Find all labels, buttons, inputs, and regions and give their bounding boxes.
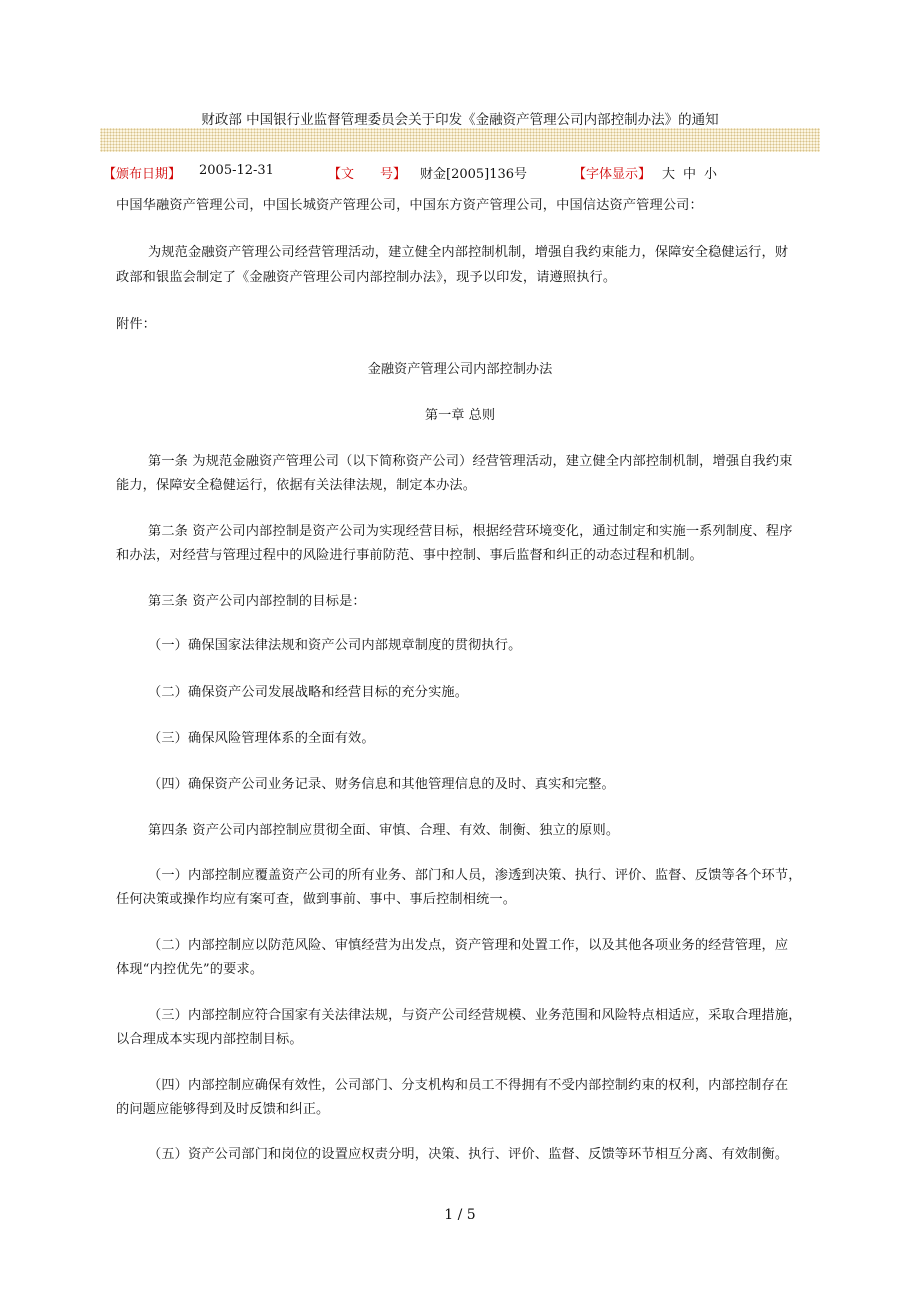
article-3-item-4: （四）确保资产公司业务记录、财务信息和其他管理信息的及时、真实和完整。 (148, 777, 615, 792)
article-3-item-3: （三）确保风险管理体系的全面有效。 (148, 731, 375, 746)
article-4-item-2-line-2: 体现“内控优先”的要求。 (116, 962, 264, 977)
font-size-small-link[interactable]: 小 (704, 167, 718, 182)
chapter-heading: 第一章 总则 (424, 408, 496, 423)
article-4-item-2-line-1: （二）内部控制应以防范风险、审慎经营为出发点，资产管理和处置工作，以及其他各项业务的经营管理，应 (148, 938, 789, 953)
article-3-item-2: （二）确保资产公司发展战略和经营目标的充分实施。 (148, 685, 469, 700)
addressee: 中国华融资产管理公司，中国长城资产管理公司，中国东方资产管理公司，中国信达资产管理公司： (116, 198, 703, 213)
article-2-line-1: 第二条 资产公司内部控制是资产公司为实现经营目标，根据经营环境变化，通过制定和实施一系列制度、程序 (148, 524, 793, 539)
article-4-item-1-line-1: （一）内部控制应覆盖资产公司的所有业务、部门和人员，渗透到决策、执行、评价、监督、反馈等各个环节， (148, 868, 802, 883)
issue-date-label: 【颁布日期】 (103, 167, 182, 182)
doc-number-label: 【文 号】 (328, 167, 407, 182)
issue-date-value: 2005-12-31 (199, 163, 274, 178)
intro-paragraph-line-2: 政部和银监会制定了《金融资产管理公司内部控制办法》，现予以印发，请遵照执行。 (116, 270, 617, 285)
article-1-line-2: 能力，保障安全稳健运行，依据有关法律法规，制定本办法。 (116, 478, 477, 493)
document-meta-row (0, 163, 920, 183)
article-4-item-3-line-2: 以合理成本实现内部控制目标。 (116, 1032, 303, 1047)
article-1-line-1: 第一条 为规范金融资产管理公司（以下简称资产公司）经营管理活动，建立健全内部控制机制，增强自我约束 (148, 454, 793, 469)
font-size-medium-link[interactable]: 中 (683, 167, 697, 182)
font-size-large-link[interactable]: 大 (662, 167, 676, 182)
article-4-item-5: （五）资产公司部门和岗位的设置应权责分明，决策、执行、评价、监督、反馈等环节相互分离、有效制衡。 (148, 1147, 789, 1162)
article-3-item-1: （一）确保国家法律法规和资产公司内部规章制度的贯彻执行。 (148, 638, 522, 653)
article-4-item-3-line-1: （三）内部控制应符合国家有关法律法规，与资产公司经营规模、业务范围和风险特点相适应，采取合理措施， (148, 1008, 802, 1023)
attachment-label: 附件： (116, 317, 157, 332)
article-4-item-4-line-1: （四）内部控制应确保有效性，公司部门、分支机构和员工不得拥有不受内部控制约束的权利，内部控制存在 (148, 1078, 789, 1093)
font-size-label: 【字体显示】 (573, 167, 652, 182)
decorative-dotted-band (100, 128, 820, 152)
article-2-line-2: 和办法，对经营与管理过程中的风险进行事前防范、事中控制、事后监督和纠正的动态过程和机制。 (116, 548, 703, 563)
rules-title: 金融资产管理公司内部控制办法 (367, 362, 553, 377)
article-4-item-4-line-2: 的问题应能够得到及时反馈和纠正。 (116, 1102, 330, 1117)
document-title: 财政部 中国银行业监督管理委员会关于印发《金融资产管理公司内部控制办法》的通知 (201, 112, 719, 128)
article-4: 第四条 资产公司内部控制应贯彻全面、审慎、合理、有效、制衡、独立的原则。 (148, 823, 620, 838)
page-number: 1 / 5 (444, 1207, 476, 1223)
article-3: 第三条 资产公司内部控制的目标是： (148, 594, 366, 609)
doc-number-value: 财金[2005]136号 (420, 167, 528, 182)
intro-paragraph-line-1: 为规范金融资产管理公司经营管理活动，建立健全内部控制机制，增强自我约束能力，保障安全稳健运行，财 (148, 245, 789, 260)
article-4-item-1-line-2: 任何决策或操作均应有案可查，做到事前、事中、事后控制相统一。 (116, 892, 517, 907)
